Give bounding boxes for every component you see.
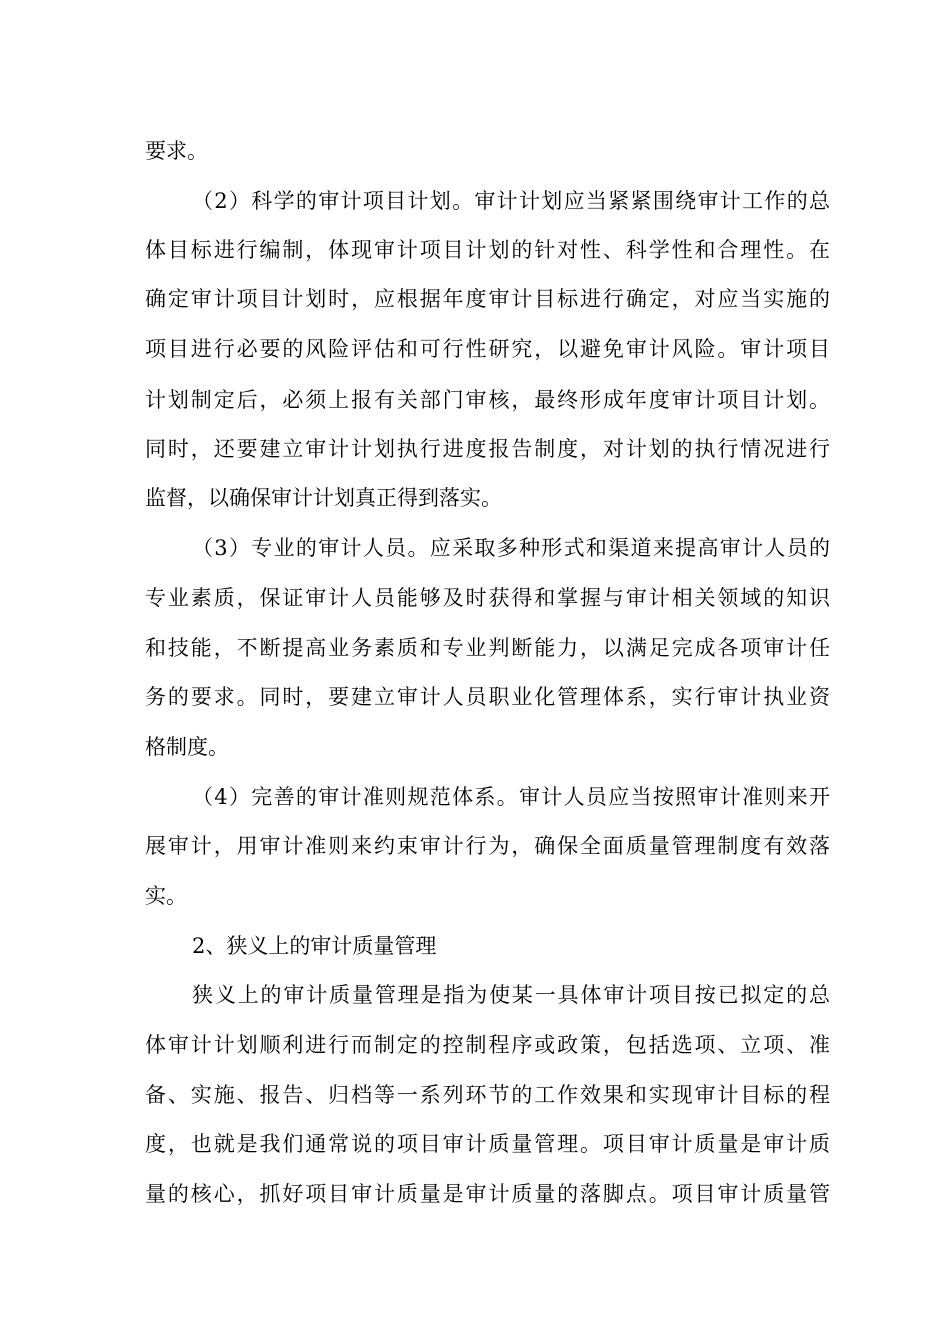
text-line: （4）完善的审计准则规范体系。审计人员应当按照审计准则来开 bbox=[192, 785, 830, 809]
text-line: 务的要求。同时，要建立审计人员职业化管理体系，实行审计执业资 bbox=[145, 685, 830, 709]
text-line: （2）科学的审计项目计划。审计计划应当紧紧围绕审计工作的总 bbox=[192, 189, 830, 213]
text-line: 同时，还要建立审计计划执行进度报告制度，对计划的执行情况进行 bbox=[145, 437, 830, 461]
text-line: 要求。 bbox=[145, 139, 208, 163]
text-line: 项目进行必要的风险评估和可行性研究，以避免审计风险。审计项目 bbox=[145, 337, 830, 361]
text-line: 监督，以确保审计计划真正得到落实。 bbox=[145, 486, 502, 510]
text-line: 和技能，不断提高业务素质和专业判断能力，以满足完成各项审计任 bbox=[145, 636, 830, 660]
text-line: 确定审计项目计划时，应根据年度审计目标进行确定，对应当实施的 bbox=[145, 287, 830, 311]
text-line: 格制度。 bbox=[145, 735, 229, 759]
section-heading: 2、狭义上的审计质量管理 bbox=[192, 934, 437, 958]
text-line: 计划制定后，必须上报有关部门审核，最终形成年度审计项目计划。 bbox=[145, 388, 830, 412]
text-line: 备、实施、报告、归档等一系列环节的工作效果和实现审计目标的程 bbox=[145, 1083, 830, 1107]
text-line: 展审计，用审计准则来约束审计行为，确保全面质量管理制度有效落 bbox=[145, 834, 830, 858]
text-line: 体审计计划顺利进行而制定的控制程序或政策，包括选项、立项、准 bbox=[145, 1033, 830, 1057]
text-line: 实。 bbox=[145, 884, 187, 908]
text-line: 狭义上的审计质量管理是指为使某一具体审计项目按已拟定的总 bbox=[192, 983, 830, 1007]
text-line: （3）专业的审计人员。应采取多种形式和渠道来提高审计人员的 bbox=[192, 536, 830, 560]
text-line: 量的核心，抓好项目审计质量是审计质量的落脚点。项目审计质量管 bbox=[145, 1182, 830, 1206]
text-line: 体目标进行编制，体现审计项目计划的针对性、科学性和合理性。在 bbox=[145, 238, 830, 262]
text-line: 专业素质，保证审计人员能够及时获得和掌握与审计相关领域的知识 bbox=[145, 586, 830, 610]
text-line: 度，也就是我们通常说的项目审计质量管理。项目审计质量是审计质 bbox=[145, 1132, 830, 1156]
